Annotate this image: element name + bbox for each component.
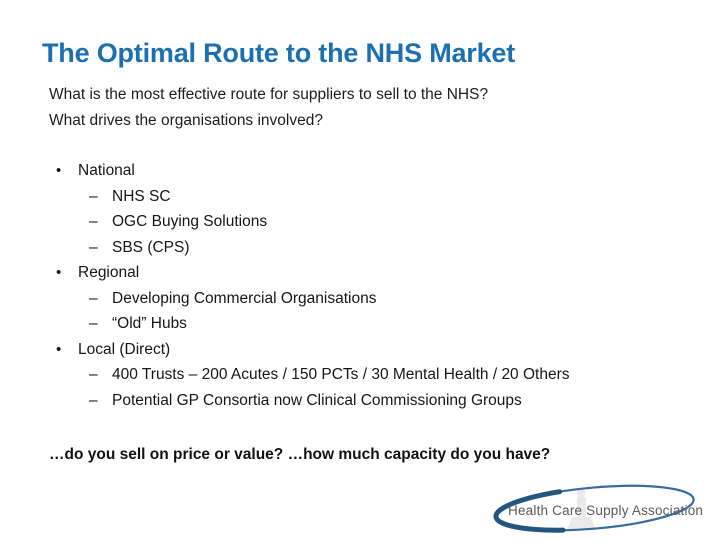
bullet-text: OGC Buying Solutions — [112, 213, 268, 230]
bullet-item — [42, 158, 682, 184]
bullet-text: SBS (CPS) — [112, 238, 190, 256]
sub-bullet-item — [42, 311, 682, 337]
sub-bullet-item — [42, 286, 682, 312]
sub-bullet-item — [42, 388, 682, 414]
bullet-text: Regional — [78, 264, 140, 281]
bullet-text: Local (Direct) — [78, 340, 171, 358]
bullet-text: 400 Trusts – 200 Acutes / 150 PCTs / 30 Mental Health / 20 Others — [112, 366, 570, 383]
sub-bullet-item — [42, 235, 682, 261]
bullet-marker-icon: – — [89, 289, 98, 307]
bullet-marker-icon: – — [89, 213, 98, 230]
bullet-marker-icon: • — [56, 264, 62, 281]
bullet-marker-icon: – — [89, 187, 98, 205]
sub-bullet-item — [42, 184, 682, 210]
bullet-text: “Old” Hubs — [112, 315, 187, 332]
bullet-marker-icon: – — [89, 366, 98, 383]
bullet-text: Potential GP Consortia now Clinical Commissioning Groups — [112, 391, 522, 409]
intro-questions — [49, 82, 488, 133]
sub-bullet-item — [42, 209, 682, 235]
intro-question-line: What drives the organisations involved? — [49, 111, 323, 129]
bullet-marker-icon: – — [89, 315, 98, 332]
bullet-marker-icon: • — [56, 340, 62, 358]
bullet-marker-icon: • — [56, 162, 62, 179]
bullet-text: NHS SC — [112, 187, 171, 205]
bullet-text: Developing Commercial Organisations — [112, 289, 377, 307]
bullet-item — [42, 337, 682, 363]
hcsa-logo — [491, 482, 709, 536]
closing-statement: …do you sell on price or value? …how much capacity do you have? — [49, 446, 551, 463]
bullet-list — [42, 158, 682, 413]
sub-bullet-item — [42, 362, 682, 388]
bullet-marker-icon: – — [89, 391, 98, 409]
logo-text: Health Care Supply Association — [508, 502, 704, 518]
slide-title: The Optimal Route to the NHS Market — [42, 38, 516, 68]
intro-question-line: What is the most effective route for suppliers to sell to the NHS? — [49, 86, 489, 103]
bullet-item — [42, 260, 682, 286]
bullet-text: National — [78, 162, 135, 179]
bullet-marker-icon: – — [89, 238, 98, 256]
